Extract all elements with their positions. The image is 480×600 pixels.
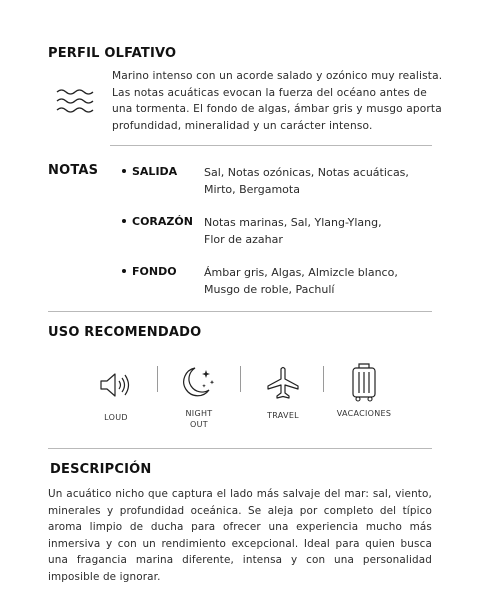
waves-icon	[56, 88, 94, 114]
separator	[240, 366, 241, 392]
use-label: TRAVEL	[267, 411, 299, 420]
note-label-text: SALIDA	[132, 165, 178, 178]
use-item-loud	[76, 370, 156, 423]
use-label: LOUD	[104, 413, 128, 422]
divider	[48, 311, 432, 312]
use-label: NIGHT OUT	[185, 409, 213, 429]
description-heading: DESCRIPCIÓN	[50, 462, 152, 477]
profile-text: Marino intenso con un acorde salado y ozónico muy realista. Las notas acuáticas evocan la fuerza del océano antes de una tormenta. El fondo de algas, ámbar gris y musgo aporta profundidad, mineralidad y un carácter intenso.	[112, 70, 443, 132]
description-text: Un acuático nicho que captura el lado más salvaje del mar: sal, viento, minerales y profundidad oceánica. Se aleja por completo del típico aroma limpio de ducha para ofrecer una experiencia mucho más inmersiva y con un rendimiento excepcional. Ideal para quien busca una fragancia marina diferente, intensa y con una personalidad imposible de ignorar.	[48, 488, 432, 583]
bullet-icon	[122, 269, 126, 273]
divider	[110, 145, 432, 146]
bullet-icon	[122, 169, 126, 173]
note-label	[122, 215, 193, 228]
suitcase-icon	[349, 362, 379, 402]
note-label-text: FONDO	[132, 265, 177, 278]
note-label	[122, 165, 177, 178]
note-values: Sal, Notas ozónicas, Notas acuáticas, Mirto, Bergamota	[204, 166, 409, 196]
separator	[157, 366, 158, 392]
note-values: Ámbar gris, Algas, Almizcle blanco, Musgo de roble, Pachulí	[204, 266, 398, 296]
notes-heading: NOTAS	[48, 163, 99, 178]
use-label: VACACIONES	[336, 409, 392, 418]
note-label-text: CORAZÓN	[132, 215, 193, 228]
airplane-icon	[265, 366, 301, 400]
note-label	[122, 265, 177, 278]
profile-heading: PERFIL OLFATIVO	[48, 46, 177, 61]
use-item-night-out	[159, 364, 239, 430]
speaker-icon	[98, 370, 134, 400]
moon-stars-icon	[179, 364, 219, 400]
divider	[48, 448, 432, 449]
use-item-vacaciones	[324, 362, 404, 419]
use-heading: USO RECOMENDADO	[48, 325, 202, 340]
bullet-icon	[122, 219, 126, 223]
note-values: Notas marinas, Sal, Ylang-Ylang, Flor de azahar	[204, 216, 382, 246]
use-item-travel	[243, 366, 323, 421]
